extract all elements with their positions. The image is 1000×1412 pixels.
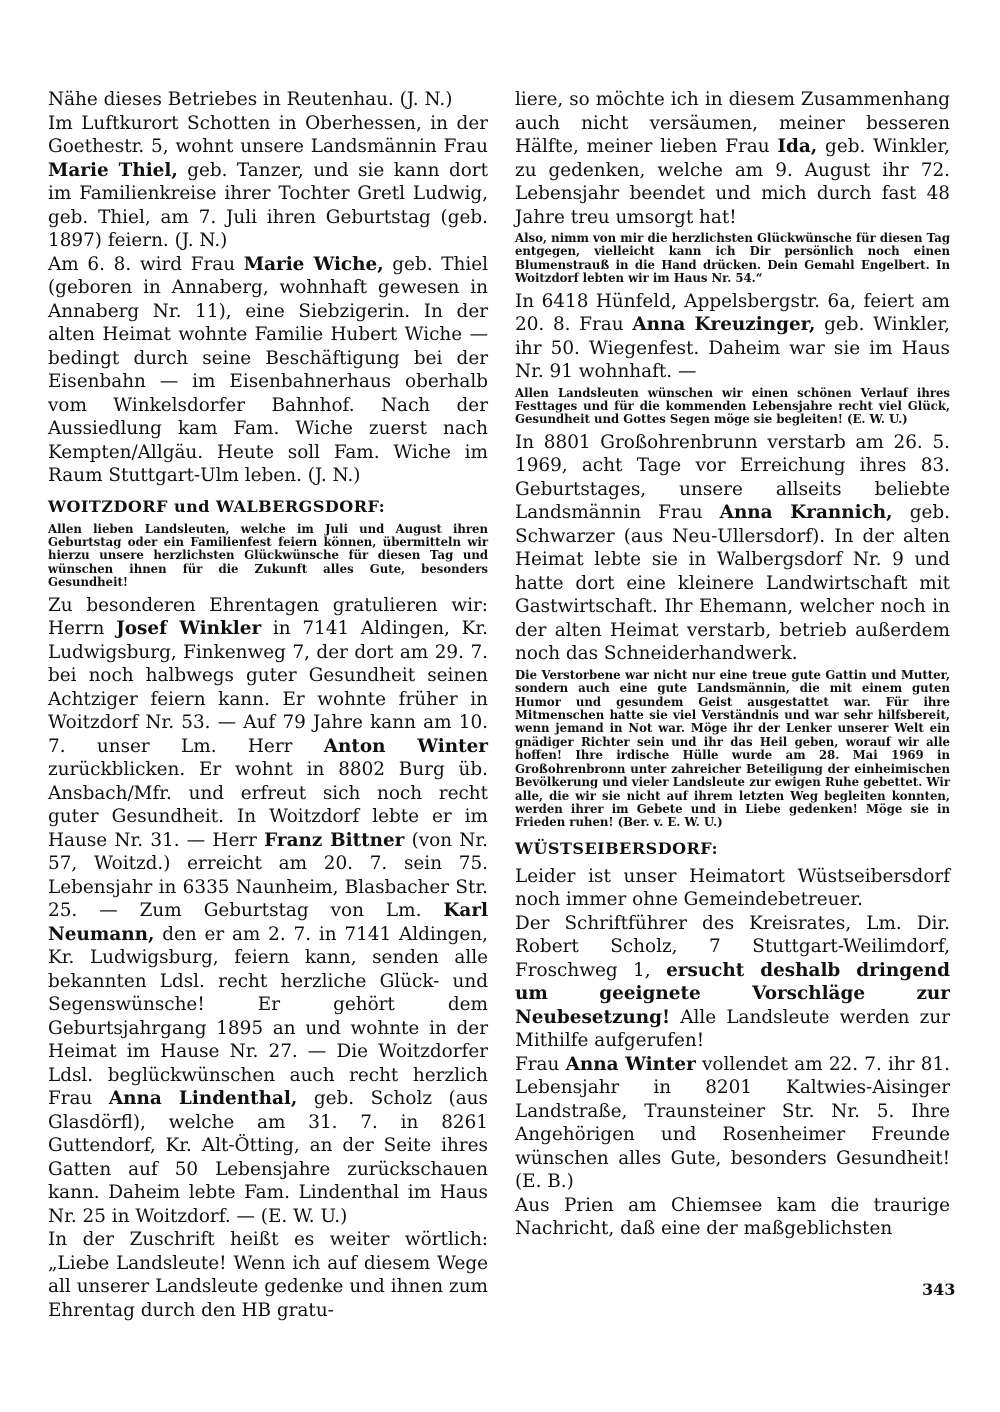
- paragraph: Am 6. 8. wird Frau Marie Wiche, geb. Thiel (geboren in Annaberg, wohnhaft gewesen in Annaberg Nr. 11), eine Siebzigerin. In der alten Heimat wohnte Familie Hubert Wiche — bedingt durch seine Beschäftigung bei der Eisenbahn — im Eisenbahnerhaus oberhalb vom Winkelsdorfer Bahnhof. Nach der Aussiedlung kam Fam. Wiche zuerst nach Kempten/Allgäu. Heute soll Fam. Wiche im Raum Stuttgart-Ulm leben. (J. N.): [48, 253, 488, 486]
- person-name: Franz Bittner: [264, 829, 405, 851]
- paragraph: In 6418 Hünfeld, Appelsbergstr. 6a, feiert am 20. 8. Frau Anna Kreuzinger, geb. Winkler, ihr 50. Wiegenfest. Daheim war sie im Haus Nr. 91 wohnhaft. —: [515, 290, 950, 383]
- person-name: Anna Kreuzinger,: [632, 314, 816, 336]
- paragraph: Frau Anna Winter vollendet am 22. 7. ihr 81. Lebensjahr in 8201 Kaltwies-Aisinger Landstraße, Traunsteiner Str. Nr. 5. Ihre Angehörigen und Rosenheimer Freunde wünschen alles Gute, besonders Gesundheit! (E. B.): [515, 1053, 950, 1193]
- paragraph: Leider ist unser Heimatort Wüstseibersdorf noch immer ohne Gemeindebetreuer.: [515, 865, 950, 911]
- section-heading-wuestseibersdorf: WÜSTSEIBERSDORF:: [515, 838, 718, 858]
- paragraph: Zu besonderen Ehrentagen gratulieren wir: Herrn Josef Winkler in 7141 Aldingen, Kr. Ludwigsburg, Finkenweg 7, der dort am 29. 7. bei noch halbwegs guter Gesundheit seinen Achtziger feiern kann. Er wohnte früher in Woitzdorf Nr. 53. — Auf 79 Jahre kann am 10. 7. unser Lm. Herr Anton Winter zurückblicken. Er wohnt in 8802 Burg üb. Ansbach/Mfr. und erfreut sich noch recht guter Gesundheit. In Woitzdorf lebte er im Hause Nr. 31. — Herr Franz Bittner (von Nr. 57, Woitzd.) erreicht am 20. 7. sein 75. Lebensjahr in 6335 Naunheim, Blasbacher Str. 25. — Zum Geburtstag von Lm. Karl Neumann, den er am 2. 7. in 7141 Aldingen, Kr. Ludwigsburg, feiern kann, senden alle bekannten Ldsl. recht herzliche Glück- und Segenswünsche! Er gehört dem Geburtsjahrgang 1895 an und wohnte in der Heimat im Hause Nr. 27. — Die Woitzdorfer Ldsl. beglückwünschen auch recht herzlich Frau Anna Lindenthal, geb. Scholz (aus Glasdörfl), welche am 31. 7. in 8261 Guttendorf, Kr. Alt-Ötting, an der Seite ihres Gatten auf 50 Lebensjahre zurückschauen kann. Daheim lebte Fam. Lindenthal im Haus Nr. 25 in Woitzdorf. — (E. W. U.): [48, 594, 488, 1227]
- paragraph: In der Zuschrift heißt es weiter wörtlich: „Liebe Landsleute! Wenn ich auf diesem Wege all unserer Landsleute gedenke und ihnen zum Ehrentag durch den HB gratu-: [48, 1229, 488, 1321]
- paragraph: In 8801 Großohrenbrunn verstarb am 26. 5. 1969, acht Tage vor Erreichung ihres 83. Geburtstages, unsere allseits beliebte Landsmännin Frau Anna Krannich, geb. Schwarzer (aus Neu-Ullersdorf). In der alten Heimat lebte sie in Walbergsdorf Nr. 9 und hatte dort eine kleinere Landwirtschaft mit Gastwirtschaft. Ihr Ehemann, welcher noch in der alten Heimat verstarb, betrieb außerdem noch das Schneiderhandwerk.: [515, 431, 950, 665]
- page-number: 343: [922, 1280, 956, 1299]
- small-print-paragraph: Die Verstorbene war nicht nur eine treue gute Gattin und Mutter, sondern auch eine gute Landsmännin, die mit einem guten Humor und gesundem Geist ausgestattet war. Für ihre Mitmenschen hatte sie viel Verständnis und war sehr hilfsbereit, wenn jemand in Not war. Möge ihr der Lenker unserer Welt ein gnädiger Richter sein und ihr das Heil geben, worauf wir alle hoffen! Ihre irdische Hülle wurde am 28. Mai 1969 in Großohrenbronn unter zahreicher Beteiligung der einheimischen Bevölkerung und vieler Landsleute zur ewigen Ruhe gebettet. Wir alle, die wir sie nicht auf ihrem letzten Weg begleiten konnten, werden ihrer im Gebete und in Liebe gedenken! Möge sie in Frieden ruhen! (Ber. v. E. W. U.): [515, 667, 950, 830]
- person-name: Anton Winter: [323, 735, 488, 757]
- small-print-paragraph: Allen Landsleuten wünschen wir einen schönen Verlauf ihres Festtages und für die kommenden Lebensjahre recht viel Glück, Gesundheit und Gottes Segen möge sie begleiten! (E. W. U.): [515, 385, 950, 427]
- paragraph: Der Schriftführer des Kreisrates, Lm. Dir. Robert Scholz, 7 Stuttgart-Weilimdorf, Froschweg 1, ersucht deshalb dringend um geeignete Vorschläge zur Neubesetzung! Alle Landsleute werden zur Mithilfe aufgerufen!: [515, 912, 950, 1052]
- paragraph: Im Luftkurort Schotten in Oberhessen, in der Goethestr. 5, wohnt unsere Landsmännin Frau Marie Thiel, geb. Tanzer, und sie kann dort im Familienkreise ihrer Tochter Gretl Ludwig, geb. Thiel, am 7. Juli ihren Geburtstag (geb. 1897) feiern. (J. N.): [48, 112, 488, 251]
- person-name: Ida,: [777, 136, 818, 157]
- small-print-paragraph: Allen lieben Landsleuten, welche im Juli und August ihren Geburtstag oder ein Familienfest feiern können, übermitteln wir hierzu unsere herzlichsten Glückwünsche für diesen Tag und wünschen ihnen für die Zukunft alles Gute, besonders Gesundheit!: [48, 521, 488, 590]
- person-name: Marie Wiche,: [243, 253, 384, 275]
- person-name: Anna Winter: [565, 1053, 696, 1075]
- right-column: [515, 88, 950, 1241]
- left-column: [48, 88, 488, 1322]
- paragraph: Nähe dieses Betriebes in Reutenhau. (J. N.): [48, 89, 453, 110]
- small-print-paragraph: Also, nimm von mir die herzlichsten Glückwünsche für diesen Tag entgegen, vielleicht kann ich Dir persönlich noch einen Blumenstrauß in die Hand drücken. Dein Gemahl Engelbert. In Woitzdorf lebten wir im Haus Nr. 54.“: [515, 231, 950, 286]
- section-heading-woitzdorf: WOITZDORF und WALBERGSDORF:: [48, 496, 386, 516]
- emphasis: ersucht deshalb dringend um geeignete Vorschläge zur Neubesetzung!: [515, 959, 950, 1028]
- person-name: Marie Thiel,: [48, 159, 178, 181]
- paragraph: Aus Prien am Chiemsee kam die traurige Nachricht, daß eine der maßgeblichsten: [515, 1194, 950, 1240]
- person-name: Anna Lindenthal,: [108, 1088, 298, 1110]
- person-name: Josef Winkler: [116, 618, 262, 640]
- paragraph: liere, so möchte ich in diesem Zusammenhang auch nicht versäumen, meiner besseren Hälfte, meiner lieben Frau Ida, geb. Winkler, zu gedenken, welche am 9. August ihr 72. Lebensjahr beendet und mich durch fast 48 Jahre treu umsorgt hat!: [515, 89, 950, 228]
- person-name: Karl Neumann,: [48, 900, 488, 945]
- person-name: Anna Krannich,: [719, 502, 893, 524]
